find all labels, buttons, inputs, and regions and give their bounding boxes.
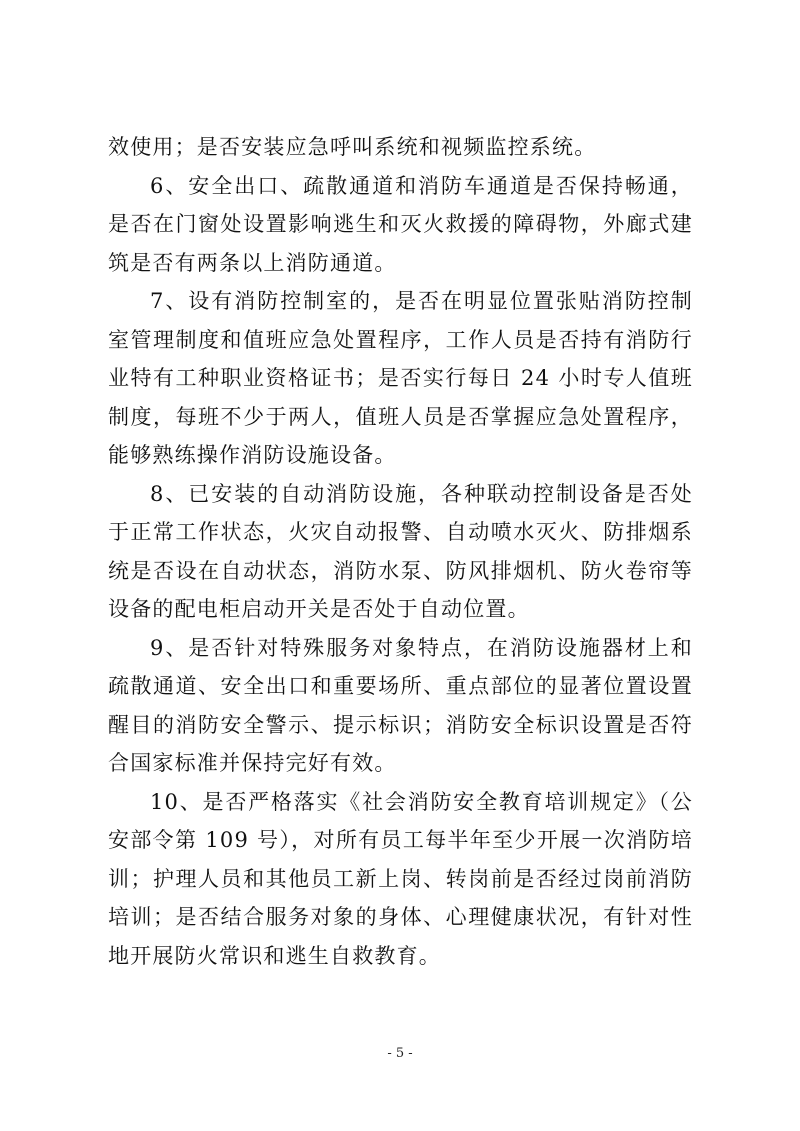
body-text — [108, 128, 693, 975]
paragraph-item-7: 7、设有消防控制室的，是否在明显位置张贴消防控制室管理制度和值班应急处置程序，工作人员是否持有消防行业特有工种职业资格证书；是否实行每日 24 小时专人值班制度，每班不少于两人，值班人员是否掌握应急处置程序，能够熟练操作消防设施设备。 — [108, 289, 693, 467]
paragraph-item-8: 8、已安装的自动消防设施，各种联动控制设备是否处于正常工作状态，火灾自动报警、自动喷水灭火、防排烟系统是否设在自动状态，消防水泵、防风排烟机、防火卷帘等设备的配电柜启动开关是否处于自动位置。 — [108, 481, 693, 621]
paragraph-item-6: 6、安全出口、疏散通道和消防车通道是否保持畅通，是否在门窗处设置影响逃生和灭火救援的障碍物，外廊式建筑是否有两条以上消防通道。 — [108, 173, 693, 275]
paragraph-continuation: 效使用；是否安装应急呼叫系统和视频监控系统。 — [108, 135, 597, 159]
paragraph-item-10: 10、是否严格落实《社会消防安全教育培训规定》（公安部令第 109 号），对所有员工每半年至少开展一次消防培训；护理人员和其他员工新上岗、转岗前是否经过岗前消防培训；是否结合服务对象的身体、心理健康状况，有针对性地开展防火常识和逃生自救教育。 — [108, 789, 693, 968]
page-number: - 5 - — [387, 1046, 413, 1061]
paragraph-item-9: 9、是否针对特殊服务对象特点，在消防设施器材上和疏散通道、安全出口和重要场所、重点部位的显著位置设置醒目的消防安全警示、提示标识；消防安全标识设置是否符合国家标准并保持完好有效。 — [108, 635, 693, 775]
